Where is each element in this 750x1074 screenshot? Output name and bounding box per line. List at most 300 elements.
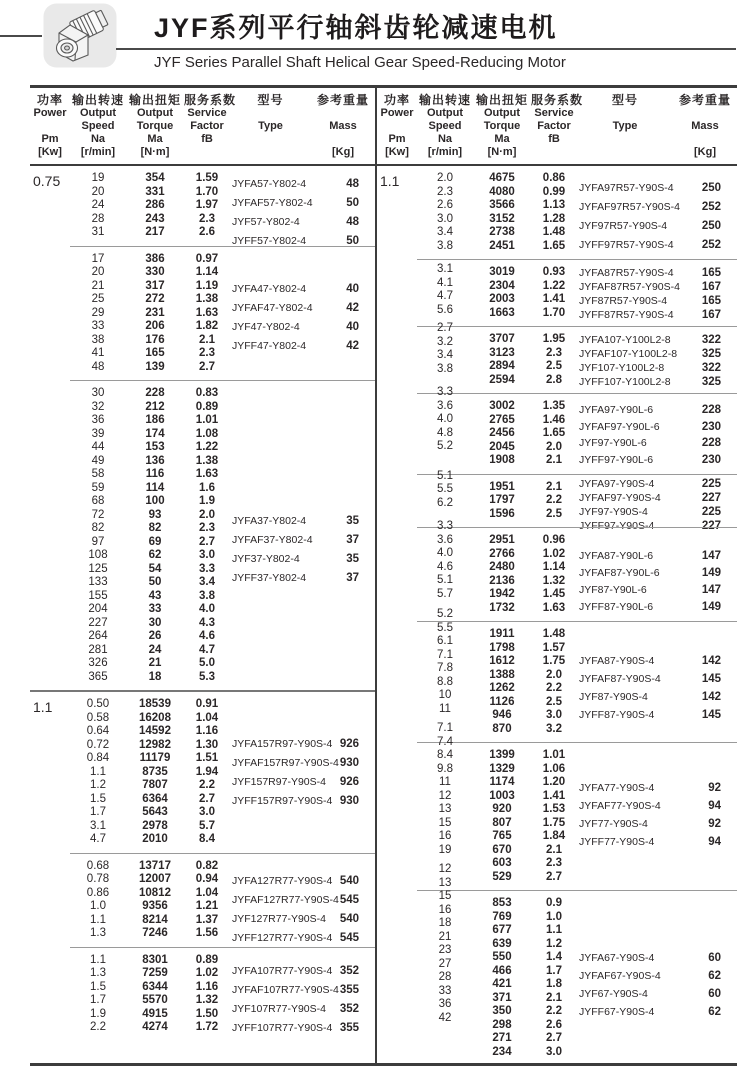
service-factor-value: 1.53 xyxy=(542,803,566,815)
torque-value: 234 xyxy=(492,1045,512,1058)
mass-value: 145 xyxy=(701,673,721,685)
page-subtitle: JYF Series Parallel Shaft Helical Gear Speed-Reducing Motor xyxy=(154,54,566,71)
torque-value: 670 xyxy=(492,843,512,856)
type-value: JYF87R57-Y90S-4 xyxy=(579,295,668,307)
speed-value: 0.68 xyxy=(86,859,110,872)
type-row xyxy=(230,511,375,530)
factors-column xyxy=(531,333,577,387)
torques-column xyxy=(126,253,184,375)
service-factor-value: 1.35 xyxy=(542,400,566,412)
mass-value: 40 xyxy=(346,321,359,333)
gear-ratio-block xyxy=(70,246,375,381)
ratio-blocks xyxy=(70,166,375,690)
speed-value: 0.84 xyxy=(86,752,110,764)
service-factor-value: 1.28 xyxy=(542,212,566,225)
mass-value: 92 xyxy=(708,818,721,830)
header-line: Mass xyxy=(329,120,357,132)
type-value: JYFF157R97-Y90S-4 xyxy=(232,794,333,807)
type-row xyxy=(230,872,375,891)
speed-value: 2.6 xyxy=(437,199,453,211)
torque-value: 2978 xyxy=(142,819,168,832)
mass-value: 165 xyxy=(701,267,721,279)
type-row xyxy=(230,772,375,791)
torque-value: 350 xyxy=(492,1005,512,1017)
service-factor-value: 1.22 xyxy=(542,279,566,292)
service-factor-value: 2.1 xyxy=(546,843,562,856)
mass-value: 60 xyxy=(708,988,721,1000)
page-header xyxy=(0,0,750,85)
speed-value: 1.5 xyxy=(90,792,106,805)
torque-value: 5570 xyxy=(142,994,168,1006)
speed-value: 13 xyxy=(438,876,452,889)
speed-value: 16 xyxy=(438,903,452,916)
mass-value: 540 xyxy=(339,875,359,887)
mass-value: 540 xyxy=(339,913,359,925)
speed-value: 13 xyxy=(438,803,452,815)
speed-value: 8.8 xyxy=(437,675,453,688)
service-factor-value: 5.7 xyxy=(199,819,215,832)
service-factor-value: 1.56 xyxy=(195,927,219,939)
mass-value: 352 xyxy=(339,965,359,977)
service-factor-value: 2.1 xyxy=(546,480,562,493)
torque-value: 2136 xyxy=(489,574,515,587)
type-value: JYFA57-Y802-4 xyxy=(232,177,307,190)
service-factor-value: 2.3 xyxy=(199,212,215,225)
speed-value: 0.78 xyxy=(86,873,110,885)
torque-value: 677 xyxy=(492,924,512,936)
power-section xyxy=(30,690,375,1041)
type-row xyxy=(230,549,375,568)
type-value: JYF127R77-Y90S-4 xyxy=(232,913,326,925)
type-value: JYFAF87-Y90S-4 xyxy=(579,673,661,685)
speed-value: 1.1 xyxy=(90,953,106,966)
mass-value: 225 xyxy=(701,477,721,490)
torque-value: 920 xyxy=(492,803,512,815)
torque-value: 116 xyxy=(145,468,165,480)
speed-value: 41 xyxy=(91,347,105,359)
torque-value: 1126 xyxy=(489,695,515,708)
speed-value: 4.7 xyxy=(90,833,106,845)
header-line: [N·m] xyxy=(487,146,517,158)
mass-value: 48 xyxy=(346,215,359,228)
type-value: JYFF67-Y90S-4 xyxy=(579,1006,655,1018)
type-value: JYF67-Y90S-4 xyxy=(579,988,648,1000)
torque-value: 2765 xyxy=(489,413,515,426)
type-row xyxy=(577,452,737,469)
header-line: Mass xyxy=(691,120,719,132)
torque-value: 765 xyxy=(492,830,512,842)
torque-value: 2045 xyxy=(489,440,515,453)
factors-column xyxy=(531,266,577,320)
service-factor-value: 3.0 xyxy=(199,549,215,561)
type-row xyxy=(577,985,737,1003)
header-line: 输出扭矩 xyxy=(475,93,528,107)
factors-column xyxy=(531,628,577,736)
torque-value: 3152 xyxy=(489,212,515,225)
header-line: Pm xyxy=(41,133,59,145)
speed-value: 4.1 xyxy=(437,276,453,289)
service-factor-value: 1.41 xyxy=(542,293,566,305)
torque-value: 7259 xyxy=(142,967,168,979)
service-factor-value: 2.7 xyxy=(199,360,215,373)
type-row xyxy=(577,197,737,216)
speed-value: 1.7 xyxy=(90,994,106,1006)
type-row xyxy=(577,347,737,361)
type-value: JYFF107-Y100L2-8 xyxy=(579,376,671,388)
service-factor-value: 1.22 xyxy=(195,441,219,453)
mass-value: 92 xyxy=(708,782,721,794)
torques-column xyxy=(473,266,531,320)
header-line: [r/min] xyxy=(427,146,463,158)
service-factor-value: 1.04 xyxy=(195,886,219,899)
speed-value: 5.1 xyxy=(437,469,453,482)
service-factor-value: 2.0 xyxy=(546,668,562,681)
factors-column xyxy=(184,172,230,240)
type-row xyxy=(577,581,737,598)
service-factor-value: 1.01 xyxy=(542,749,566,761)
type-value: JYFF57-Y802-4 xyxy=(232,234,307,247)
type-mass-column xyxy=(577,266,737,322)
torque-value: 13717 xyxy=(139,859,171,872)
torque-value: 18539 xyxy=(139,698,171,710)
speed-value: 4.7 xyxy=(437,290,453,302)
type-value: JYFA87-Y90L-6 xyxy=(579,549,654,562)
torques-column xyxy=(473,333,531,387)
mass-value: 926 xyxy=(339,775,359,788)
torque-value: 870 xyxy=(492,722,512,735)
mass-value: 355 xyxy=(339,984,359,996)
header-line: Output xyxy=(483,107,521,119)
torque-value: 12007 xyxy=(139,873,171,885)
header-line: [Kg] xyxy=(332,146,354,158)
speed-value: 0.50 xyxy=(86,698,110,710)
service-factor-value: 1.70 xyxy=(195,185,219,198)
service-factor-value: 0.89 xyxy=(195,400,219,413)
service-factor-value: 1.63 xyxy=(195,468,219,480)
type-value: JYFAF77-Y90S-4 xyxy=(579,800,661,812)
service-factor-value: 1.0 xyxy=(546,910,562,923)
torque-value: 33 xyxy=(148,603,162,615)
type-value: JYFAF127R77-Y90S-4 xyxy=(232,894,339,906)
gear-ratio-block xyxy=(70,692,375,853)
speed-value: 23 xyxy=(438,944,452,956)
column-header-mass xyxy=(673,94,737,159)
torque-value: 3123 xyxy=(489,346,515,359)
header-line: 输出扭矩 xyxy=(128,93,181,107)
speed-value: 8.4 xyxy=(437,749,453,761)
mass-value: 227 xyxy=(701,519,721,532)
service-factor-value: 5.0 xyxy=(199,657,215,669)
torque-value: 136 xyxy=(145,454,165,467)
factors-column xyxy=(184,860,230,941)
service-factor-value: 0.94 xyxy=(195,873,219,885)
speed-value: 9.8 xyxy=(437,762,453,775)
torque-value: 12982 xyxy=(139,738,171,751)
mass-value: 355 xyxy=(339,1022,359,1034)
speeds-column xyxy=(70,253,126,375)
torque-value: 2010 xyxy=(142,833,168,845)
header-line: 服务系数 xyxy=(531,93,584,107)
torque-value: 5643 xyxy=(142,806,168,818)
type-row xyxy=(577,815,737,833)
torques-column xyxy=(126,387,184,684)
type-value: JYF97R57-Y90S-4 xyxy=(579,219,668,232)
factors-column xyxy=(184,954,230,1035)
service-factor-value: 2.5 xyxy=(546,360,562,372)
power-column xyxy=(377,166,417,1065)
torque-value: 114 xyxy=(145,481,165,494)
type-mass-column xyxy=(577,547,737,615)
service-factor-value: 1.48 xyxy=(542,226,566,238)
gear-ratio-block xyxy=(417,166,737,259)
service-factor-value: 2.3 xyxy=(546,346,562,359)
torque-value: 4274 xyxy=(142,1021,168,1033)
mass-value: 165 xyxy=(701,295,721,307)
type-row xyxy=(577,505,737,519)
header-line: [Kg] xyxy=(694,146,716,158)
torque-value: 1596 xyxy=(489,507,515,520)
header-line: Output xyxy=(79,107,117,119)
mass-value: 545 xyxy=(339,894,359,906)
service-factor-value: 1.37 xyxy=(195,913,219,926)
speeds-column xyxy=(417,520,473,601)
torque-value: 10812 xyxy=(139,886,171,899)
torque-value: 139 xyxy=(145,360,165,373)
service-factor-value: 2.2 xyxy=(546,1005,562,1017)
torque-value: 1908 xyxy=(489,454,515,466)
type-value: JYFF127R77-Y90S-4 xyxy=(232,932,333,944)
type-mass-column xyxy=(577,333,737,389)
service-factor-value: 8.4 xyxy=(199,833,215,845)
service-factor-value: 3.4 xyxy=(199,576,215,588)
mass-value: 147 xyxy=(701,549,721,562)
header-line: Output xyxy=(136,107,174,119)
speed-value: 204 xyxy=(88,603,108,615)
service-factor-value: 2.7 xyxy=(546,1032,562,1044)
service-factor-value: 2.6 xyxy=(199,226,215,238)
type-value: JYFAF47-Y802-4 xyxy=(232,302,313,314)
speed-value: 33 xyxy=(438,984,452,997)
speed-value: 5.5 xyxy=(437,483,453,495)
torque-value: 2594 xyxy=(489,373,515,386)
torque-value: 69 xyxy=(148,535,162,548)
speeds-column xyxy=(417,172,473,253)
speed-value: 11 xyxy=(439,702,451,715)
service-factor-value: 2.3 xyxy=(546,857,562,869)
speed-value: 33 xyxy=(91,320,105,332)
speeds-column xyxy=(417,608,473,716)
column-headers xyxy=(377,88,737,166)
service-factor-value: 2.3 xyxy=(199,347,215,359)
type-mass-column xyxy=(577,652,737,724)
speed-value: 3.4 xyxy=(437,349,453,361)
speed-value: 17 xyxy=(91,252,105,265)
torque-value: 18 xyxy=(148,670,162,683)
speeds-column xyxy=(417,470,473,511)
header-line xyxy=(30,120,70,133)
type-value: JYFF87-Y90L-6 xyxy=(579,600,654,613)
mass-value: 322 xyxy=(701,334,721,346)
gear-ratio-block xyxy=(417,322,737,393)
torque-value: 9356 xyxy=(142,900,168,912)
service-factor-value: 1.51 xyxy=(195,752,219,764)
torque-value: 165 xyxy=(145,347,165,359)
type-mass-column xyxy=(577,477,737,533)
service-factor-value: 4.7 xyxy=(199,643,215,656)
speed-value: 20 xyxy=(91,266,105,278)
type-row xyxy=(577,688,737,706)
header-line: Speed xyxy=(428,120,462,132)
speed-value: 12 xyxy=(438,789,452,802)
mass-value: 149 xyxy=(701,600,721,613)
type-row xyxy=(577,435,737,452)
speed-value: 20 xyxy=(91,185,105,198)
factors-column xyxy=(531,749,577,884)
mass-value: 94 xyxy=(708,836,721,848)
torque-value: 50 xyxy=(148,576,162,588)
torques-column xyxy=(126,954,184,1035)
type-mass-column xyxy=(230,280,375,356)
type-row xyxy=(577,280,737,294)
service-factor-value: 1.4 xyxy=(546,951,562,963)
service-factor-value: 1.50 xyxy=(195,1007,219,1020)
mass-value: 48 xyxy=(346,177,359,190)
speed-value: 3.0 xyxy=(437,212,453,225)
mass-value: 167 xyxy=(701,281,721,293)
speeds-column xyxy=(70,172,126,240)
service-factor-value: 0.96 xyxy=(542,534,566,546)
torque-value: 271 xyxy=(492,1032,512,1044)
mass-value: 322 xyxy=(701,362,721,374)
torque-value: 1399 xyxy=(489,749,515,761)
speeds-column xyxy=(417,863,473,1025)
type-row xyxy=(230,174,375,193)
speed-value: 30 xyxy=(91,387,105,399)
torque-value: 3019 xyxy=(489,266,515,278)
header-line: 功率 xyxy=(36,93,63,107)
torque-value: 62 xyxy=(148,549,162,561)
type-mass-column xyxy=(577,402,737,468)
service-factor-value: 0.89 xyxy=(195,953,219,966)
torque-value: 330 xyxy=(145,266,165,278)
torque-value: 8214 xyxy=(142,913,168,926)
service-factor-value: 1.57 xyxy=(542,641,566,654)
speed-value: 39 xyxy=(91,427,105,440)
service-factor-value: 1.70 xyxy=(542,306,566,319)
service-factor-value: 1.06 xyxy=(542,762,566,775)
torque-value: 317 xyxy=(145,279,165,292)
header-line: Torque xyxy=(136,120,174,132)
torque-value: 93 xyxy=(148,508,162,521)
speed-value: 1.9 xyxy=(90,1007,106,1020)
service-factor-value: 1.72 xyxy=(195,1021,219,1033)
speed-value: 2.0 xyxy=(437,172,453,184)
service-factor-value: 3.0 xyxy=(546,709,562,721)
torque-value: 43 xyxy=(148,589,162,602)
type-value: JYFAF97R57-Y90S-4 xyxy=(579,200,680,213)
speed-value: 3.1 xyxy=(437,263,453,275)
type-mass-column xyxy=(230,962,375,1038)
service-factor-value: 1.8 xyxy=(546,978,562,990)
type-value: JYFF97-Y90S-4 xyxy=(579,519,655,532)
type-row xyxy=(230,1019,375,1038)
torque-value: 21 xyxy=(148,657,162,669)
service-factor-value: 1.16 xyxy=(195,725,219,737)
speed-value: 3.6 xyxy=(437,399,453,412)
type-value: JYF157R97-Y90S-4 xyxy=(232,775,326,788)
speed-value: 0.64 xyxy=(86,725,110,737)
type-row xyxy=(230,962,375,981)
header-line: Service xyxy=(187,107,227,119)
type-value: JYF77-Y90S-4 xyxy=(579,818,648,830)
speed-value: 19 xyxy=(91,172,105,184)
mass-value: 50 xyxy=(346,234,359,247)
type-row xyxy=(577,547,737,564)
torque-value: 3707 xyxy=(489,333,515,345)
torque-value: 1942 xyxy=(489,588,515,600)
header-line: [N·m] xyxy=(140,146,170,158)
speed-value: 7.1 xyxy=(437,722,453,734)
type-value: JYF97-Y90S-4 xyxy=(579,505,648,518)
type-row xyxy=(577,361,737,375)
type-value: JYFAF107-Y100L2-8 xyxy=(579,348,678,360)
type-value: JYFF87-Y90S-4 xyxy=(579,709,655,721)
type-row xyxy=(577,333,737,347)
type-value: JYFA107R77-Y90S-4 xyxy=(232,965,333,977)
table-body xyxy=(30,166,375,1063)
speed-value: 5.7 xyxy=(437,587,453,600)
header-line xyxy=(673,133,737,146)
header-line xyxy=(673,107,737,120)
torque-value: 1732 xyxy=(489,601,515,614)
service-factor-value: 1.45 xyxy=(542,588,566,600)
torque-value: 1388 xyxy=(489,668,515,681)
service-factor-value: 1.48 xyxy=(542,628,566,640)
type-value: JYFA157R97-Y90S-4 xyxy=(232,737,333,750)
service-factor-value: 1.82 xyxy=(195,320,219,332)
torque-value: 26 xyxy=(148,630,162,642)
torque-value: 14592 xyxy=(139,725,171,737)
type-value: JYFA97-Y90L-6 xyxy=(579,404,654,417)
speed-value: 36 xyxy=(438,998,452,1010)
service-factor-value: 1.32 xyxy=(195,994,219,1006)
mass-value: 926 xyxy=(339,737,359,750)
speed-value: 125 xyxy=(88,562,108,575)
speed-value: 2.2 xyxy=(90,1021,106,1033)
type-mass-column xyxy=(230,734,375,810)
service-factor-value: 1.14 xyxy=(195,266,219,278)
speed-value: 3.6 xyxy=(437,533,453,546)
service-factor-value: 3.0 xyxy=(199,806,215,818)
torque-value: 212 xyxy=(145,400,165,413)
type-value: JYF87-Y90L-6 xyxy=(579,583,647,596)
column-header-speed xyxy=(70,94,126,159)
torque-value: 231 xyxy=(145,306,165,319)
mass-value: 37 xyxy=(346,533,359,546)
service-factor-value: 1.84 xyxy=(542,830,566,842)
torques-column xyxy=(473,534,531,615)
power-value: 0.75 xyxy=(33,173,61,189)
speed-value: 326 xyxy=(88,657,108,669)
torque-value: 8301 xyxy=(142,953,168,966)
speed-value: 29 xyxy=(91,306,105,319)
torque-value: 2894 xyxy=(489,360,515,372)
page-title: JYF系列平行轴斜齿轮减速电机 xyxy=(154,13,558,43)
mass-value: 930 xyxy=(339,794,359,807)
speed-value: 21 xyxy=(438,930,452,943)
speed-value: 6.2 xyxy=(437,496,453,509)
speeds-column xyxy=(70,698,126,847)
